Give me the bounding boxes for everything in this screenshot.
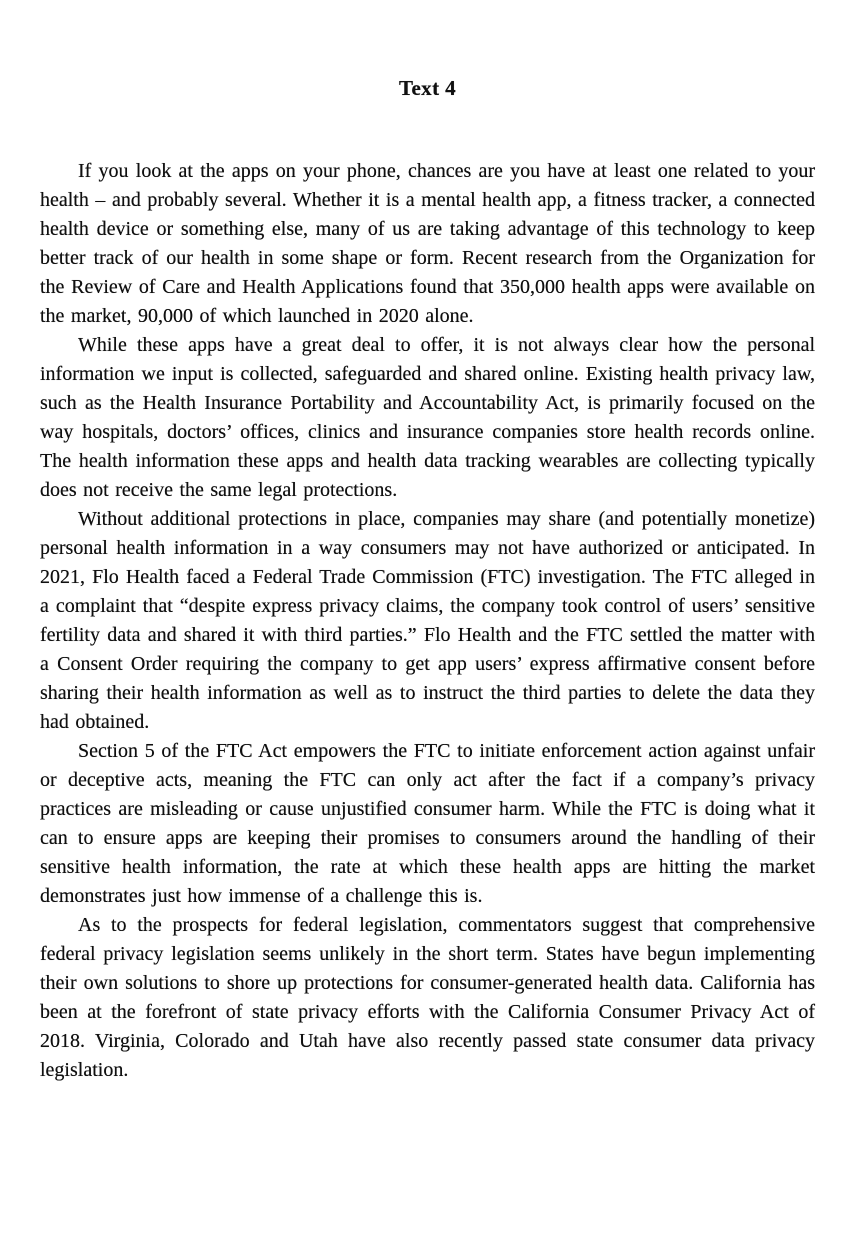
document-body [40,157,815,1085]
paragraph-4: Section 5 of the FTC Act empowers the FTC to initiate enforcement action against unfair or deceptive acts, meaning the FTC can only act after the fact if a company’s privacy practices are misleading or cause unjustified consumer harm. While the FTC is doing what it can to ensure apps are keeping their promises to consumers around the handling of their sensitive health information, the rate at which these health apps are hitting the market demonstrates just how immense of a challenge this is. [40,740,815,907]
paragraph-3: Without additional protections in place, companies may share (and potentially monetize) personal health information in a way consumers may not have authorized or anticipated. In 2021, Flo Health faced a Federal Trade Commission (FTC) investigation. The FTC alleged in a complaint that “despite express privacy claims, the company took control of users’ sensitive fertility data and shared it with third parties.” Flo Health and the FTC settled the matter with a Consent Order requiring the company to get app users’ express affirmative consent before sharing their health information as well as to instruct the third parties to delete the data they had obtained. [40,508,815,733]
page-title: Text 4 [398,76,457,100]
paragraph-2: While these apps have a great deal to offer, it is not always clear how the personal information we input is collected, safeguarded and shared online. Existing health privacy law, such as the Health Insurance Portability and Accountability Act, is primarily focused on the way hospitals, doctors’ offices, clinics and insurance companies store health records online. The health information these apps and health data tracking wearables are collecting typically does not receive the same legal protections. [40,334,815,501]
paragraph-1: If you look at the apps on your phone, chances are you have at least one related to your health – and probably several. Whether it is a mental health app, a fitness tracker, a connected health device or something else, many of us are taking advantage of this technology to keep better track of our health in some shape or form. Recent research from the Organization for the Review of Care and Health Applications found that 350,000 health apps were available on the market, 90,000 of which launched in 2020 alone. [40,160,815,327]
paragraph-5: As to the prospects for federal legislation, commentators suggest that comprehensive federal privacy legislation seems unlikely in the short term. States have begun implementing their own solutions to shore up protections for consumer-generated health data. California has been at the forefront of state privacy efforts with the California Consumer Privacy Act of 2018. Virginia, Colorado and Utah have also recently passed state consumer data privacy legislation. [40,914,815,1081]
